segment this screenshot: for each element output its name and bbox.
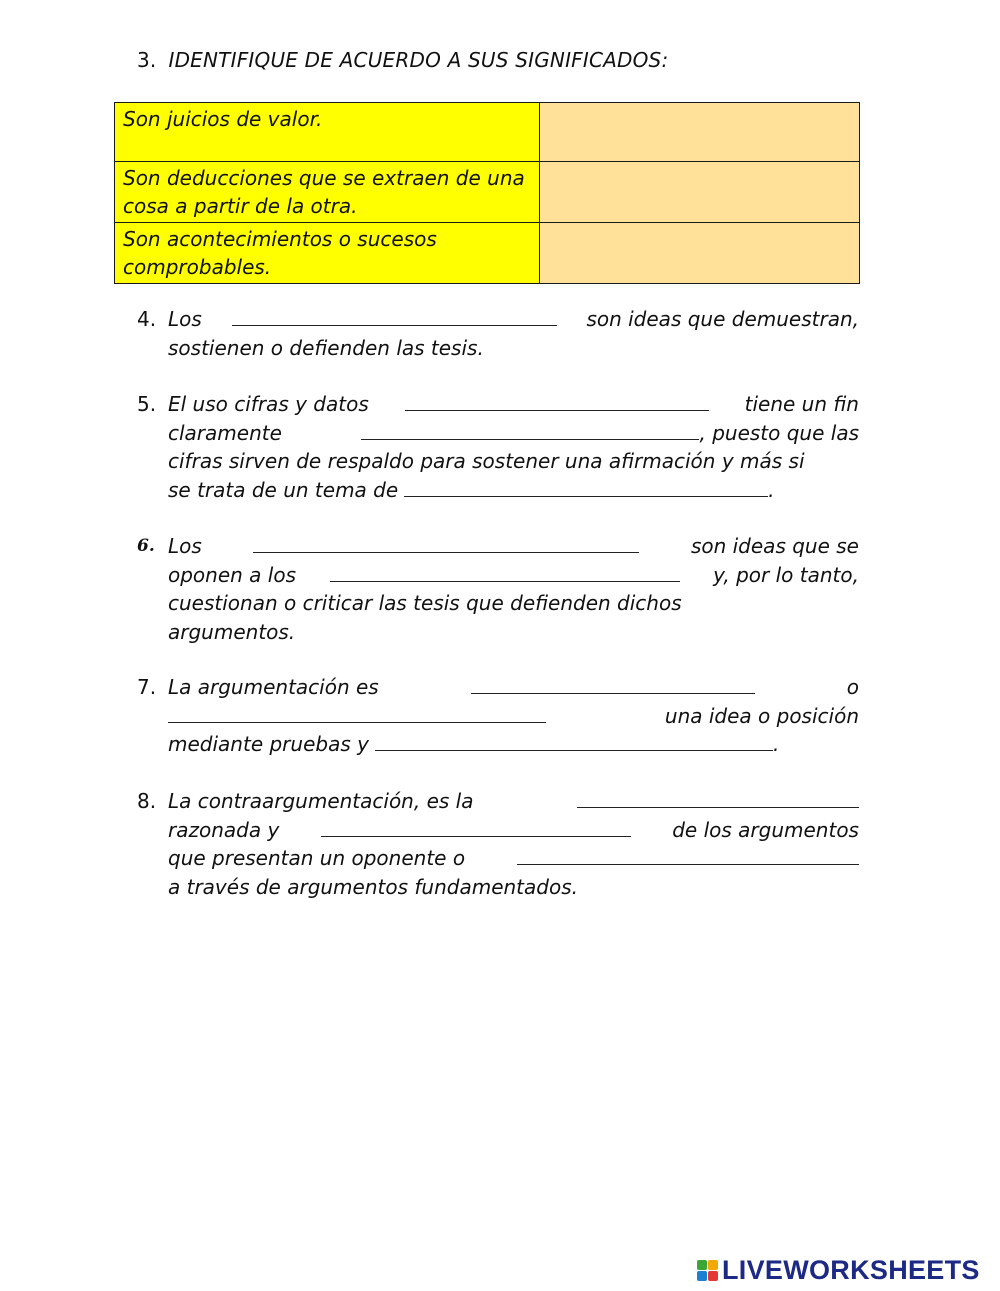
logo-square-red [708,1271,718,1281]
q6-text-1b: son ideas que se [690,534,859,558]
definition-cell: Son deducciones que se extraen de una cosa a partir de la otra. [115,162,540,223]
blank-field[interactable] [168,702,546,723]
question-7 [137,673,859,759]
q7-blank-group [375,730,779,759]
question-8 [137,787,859,901]
question-5 [137,390,859,504]
logo-square-yellow [708,1260,718,1270]
question-6-number: 6. [137,536,155,556]
blank-field[interactable] [471,673,755,694]
q5-text-1b: tiene un fin [744,392,859,416]
blank-field[interactable] [321,816,631,837]
table-row [115,103,860,162]
blank-field[interactable] [253,532,639,553]
definition-cell: Son juicios de valor. [115,103,540,162]
liveworksheets-logo [697,1255,980,1286]
question-4-number: 4. [137,307,157,331]
question-7-number: 7. [137,675,157,699]
q5-text-4b: . [768,477,775,502]
q6-text-2b: y, por lo tanto, [713,562,859,587]
q7-text-1b: o [846,675,859,699]
logo-square-green [697,1260,707,1270]
q5-blank-group-2 [404,476,774,505]
q6-text-4: argumentos. [168,619,296,644]
q6-text-1a: Los [168,534,202,558]
table-row [115,162,860,223]
blank-field[interactable] [404,476,768,497]
q4-text-1a: Los [168,307,202,331]
q8-text-1a: La contraargumentación, es la [168,789,474,813]
question-6 [137,532,859,646]
answer-cell[interactable] [540,162,860,223]
answer-cell[interactable] [540,103,860,162]
blank-field[interactable] [577,787,859,808]
logo-square-blue [697,1271,707,1281]
q6-text-3: cuestionan o criticar las tesis que defienden dichos [168,591,682,615]
q5-text-2a: claramente [168,420,282,445]
logo-icon [697,1260,718,1281]
section-3-title: IDENTIFIQUE DE ACUERDO A SUS SIGNIFICADOS: [168,48,669,72]
question-4 [137,305,859,362]
blank-field[interactable] [517,844,859,865]
blank-field[interactable] [330,561,680,582]
q7-text-1a: La argumentación es [168,675,379,699]
q5-text-1a: El uso cifras y datos [168,392,369,416]
q4-text-2: sostienen o defienden las tesis. [168,335,484,360]
definition-cell: Son acontecimientos o sucesos comprobables. [115,223,540,284]
question-5-number: 5. [137,392,157,416]
logo-text: LIVEWORKSHEETS [722,1255,980,1285]
q5-text-4a: se trata de un tema de [168,477,399,502]
q8-text-2a: razonada y [168,817,280,842]
q5-text-3: cifras sirven de respaldo para sostener una afirmación y más si [168,449,805,473]
question-8-number: 8. [137,789,157,813]
q8-text-2b: de los argumentos [672,817,859,842]
answer-cell[interactable] [540,223,860,284]
q8-text-4: a través de argumentos fundamentados. [168,874,578,899]
q6-text-2a: oponen a los [168,562,297,587]
q8-text-3a: que presentan un oponente o [168,846,466,870]
blank-field[interactable] [375,730,773,751]
table-row [115,223,860,284]
blank-field[interactable] [361,419,699,440]
q7-text-3a: mediante pruebas y [168,732,369,756]
section-3-heading [137,48,668,72]
section-3-number: 3. [137,48,157,72]
q4-text-1b: son ideas que demuestran, [586,307,859,331]
blank-field[interactable] [405,390,709,411]
blank-field[interactable] [232,305,557,326]
q7-text-3b: . [772,732,780,756]
q5-blank-group [361,419,859,448]
matching-table [114,102,860,284]
q5-text-2b: , puesto que las [699,420,859,445]
q7-text-2b: una idea o posición [664,703,859,728]
